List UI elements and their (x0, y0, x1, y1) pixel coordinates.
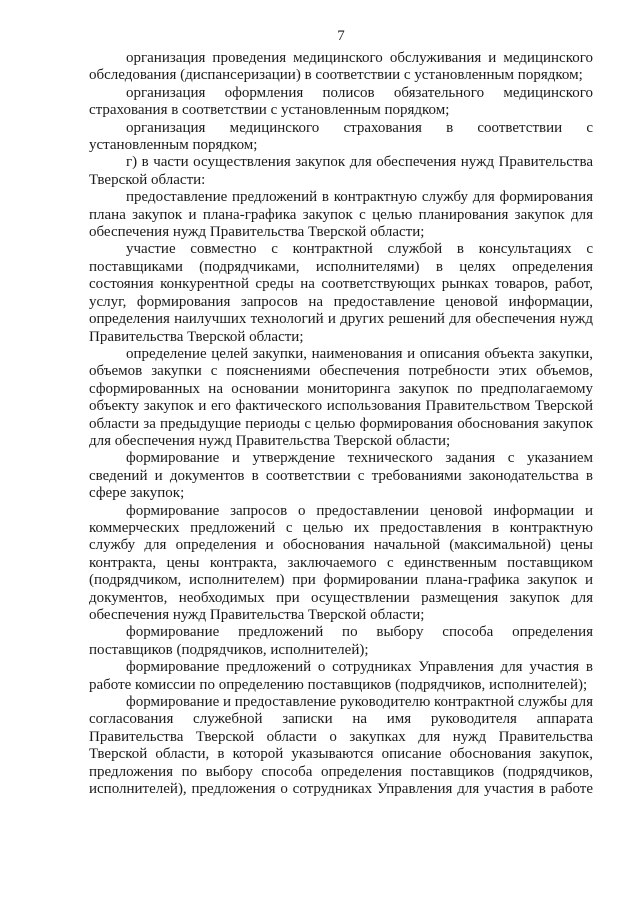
paragraph-medical-examination: организация проведения медицинского обслуживания и медицинского обследования (диспансеризации) в соответствии с установленным порядком; (89, 50, 593, 84)
paragraph-procurement-goals: определение целей закупки, наименования и описания объекта закупки, объемов закупки с пояснениями обеспечения потребности этих объемов, сформированных на основании мониторинга закупок по предполагаемому объекту закупок и его фактического использования Правительством Тверской области за предыдущие периоды с целью формирования обоснования закупок для обеспечения нужд Правительства Тверской области; (89, 345, 593, 449)
paragraph-procurement-heading: г) в части осуществления закупок для обеспечения нужд Правительства Тверской области: (89, 154, 593, 188)
paragraph-price-requests: формирование запросов о предоставлении ценовой информации и коммерческих предложений с целью их предоставления в контрактную службу для определения и обоснования начальной (максимальной) цены контракта, цены контракта, заключаемого с единственным поставщиком (подрядчиком, исполнителем) при формировании плана-графика закупок и документов, необходимых при осуществлении размещения закупок для обеспечения нужд Правительства Тверской области; (89, 502, 593, 623)
paragraph-procurement-plan-proposals: предоставление предложений в контрактную службу для формирования плана закупок и плана-графика закупок с целью планирования закупок для обеспечения нужд Правительства Тверской области; (89, 189, 593, 241)
paragraph-medical-insurance: организация медицинского страхования в соответствии с установленным порядком; (89, 119, 593, 154)
document-page (89, 28, 593, 798)
paragraph-insurance-policies: организация оформления полисов обязательного медицинского страхования в соответствии с установленным порядком; (89, 84, 593, 119)
paragraph-supplier-selection-method: формирование предложений по выбору способа определения поставщиков (подрядчиков, исполнителей); (89, 624, 593, 658)
page-number: 7 (337, 28, 345, 44)
paragraph-supplier-consultations: участие совместно с контрактной службой в консультациях с поставщиками (подрядчиками, исполнителями) в целях определения состояния конкурентной среды на соответствующих рынках товаров, работ, услуг, формирования запросов на предоставление ценовой информации, определения наилучших технологий и других решений для обеспечения нужд Правительства Тверской области; (89, 241, 593, 345)
paragraph-service-memo: формирование и предоставление руководителю контрактной службы для согласования служебной записки на имя руководителя аппарата Правительства Тверской области о закупках для нужд Правительства Тверской области, в которой указываются описание обоснования закупок, предложения по выбору способа определения поставщиков (подрядчиков, исполнителей), предложения о сотрудниках Управления для участия в работе (89, 694, 594, 798)
paragraph-technical-specification: формирование и утверждение технического задания с указанием сведений и документов в соответствии с требованиями законодательства в сфере закупок; (89, 450, 593, 502)
paragraph-commission-staff: формирование предложений о сотрудниках Управления для участия в работе комиссии по определению поставщиков (подрядчиков, исполнителей); (89, 659, 593, 693)
